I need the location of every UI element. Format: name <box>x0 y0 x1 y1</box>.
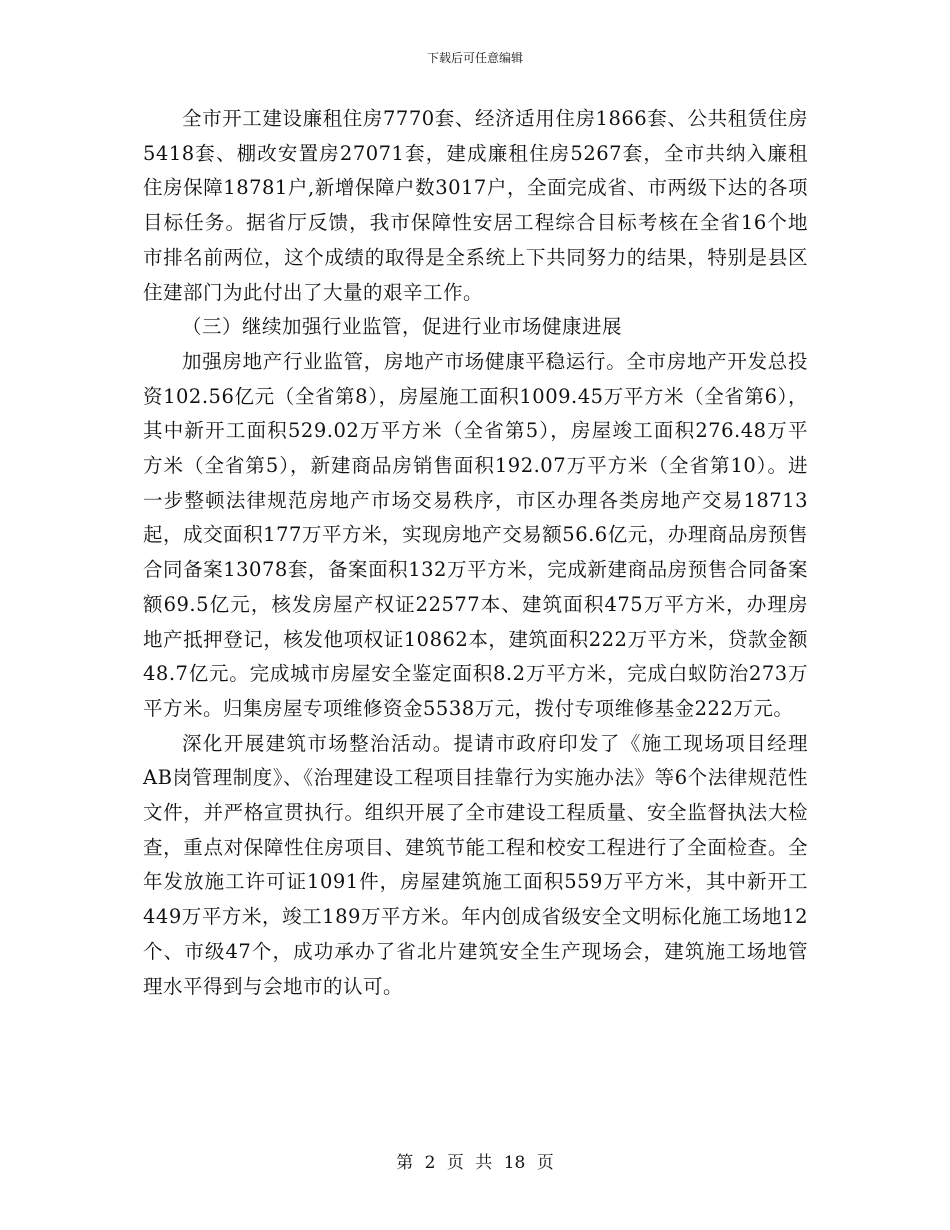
paragraph-housing-construction: 全市开工建设廉租住房7770套、经济适用住房1866套、公共租赁住房5418套、棚改安置房27071套，建成廉租住房5267套，全市共纳入廉租住房保障18781户,新增保障户数3017户，全面完成省、市两级下达的各项目标任务。据省厅反馈，我市保障性安居工程综合目标考核在全省16个地市排名前两位，这个成绩的取得是全系统上下共同努力的结果，特别是县区住建部门为此付出了大量的艰辛工作。 <box>143 107 808 304</box>
page-number-footer: 第 2 页 共 18 页 <box>396 1153 554 1173</box>
paragraph-real-estate-supervision: 加强房地产行业监管，房地产市场健康平稳运行。全市房地产开发总投资102.56亿元（全省第8），房屋施工面积1009.45万平方米（全省第6），其中新开工面积529.02万平方米（全省第5），房屋竣工面积276.48万平方米（全省第5），新建商品房销售面积192.07万平方米（全省第10）。进一步整顿法律规范房地产市场交易秩序，市区办理各类房地产交易18713起，成交面积177万平方米，实现房地产交易额56.6亿元，办理商品房预售合同备案13078套，备案面积132万平方米，完成新建商品房预售合同备案额69.5亿元，核发房屋产权证22577本、建筑面积475万平方米，办理房地产抵押登记，核发他项权证10862本，建筑面积222万平方米，贷款金额48.7亿元。完成城市房屋安全鉴定面积8.2万平方米，完成白蚁防治273万平方米。归集房屋专项维修资金5538万元，拨付专项维修基金222万元。 <box>143 349 808 720</box>
page-header-note: 下载后可任意编辑 <box>426 51 523 65</box>
document-body <box>143 102 808 1004</box>
section-heading-industry-supervision: （三）继续加强行业监管，促进行业市场健康进展 <box>182 315 623 339</box>
paragraph-construction-market-rectification: 深化开展建筑市场整治活动。提请市政府印发了《施工现场项目经理AB岗管理制度》、《治理建设工程项目挂靠行为实施办法》等6个法律规范性文件，并严格宣贯执行。组织开展了全市建设工程质量、安全监督执法大检查，重点对保障性住房项目、建筑节能工程和校安工程进行了全面检查。全年发放施工许可证1091件，房屋建筑施工面积559万平方米，其中新开工449万平方米，竣工189万平方米。年内创成省级安全文明标化施工场地12个、市级47个，成功承办了省北片建筑安全生产现场会，建筑施工场地管理水平得到与会地市的认可。 <box>143 731 808 998</box>
